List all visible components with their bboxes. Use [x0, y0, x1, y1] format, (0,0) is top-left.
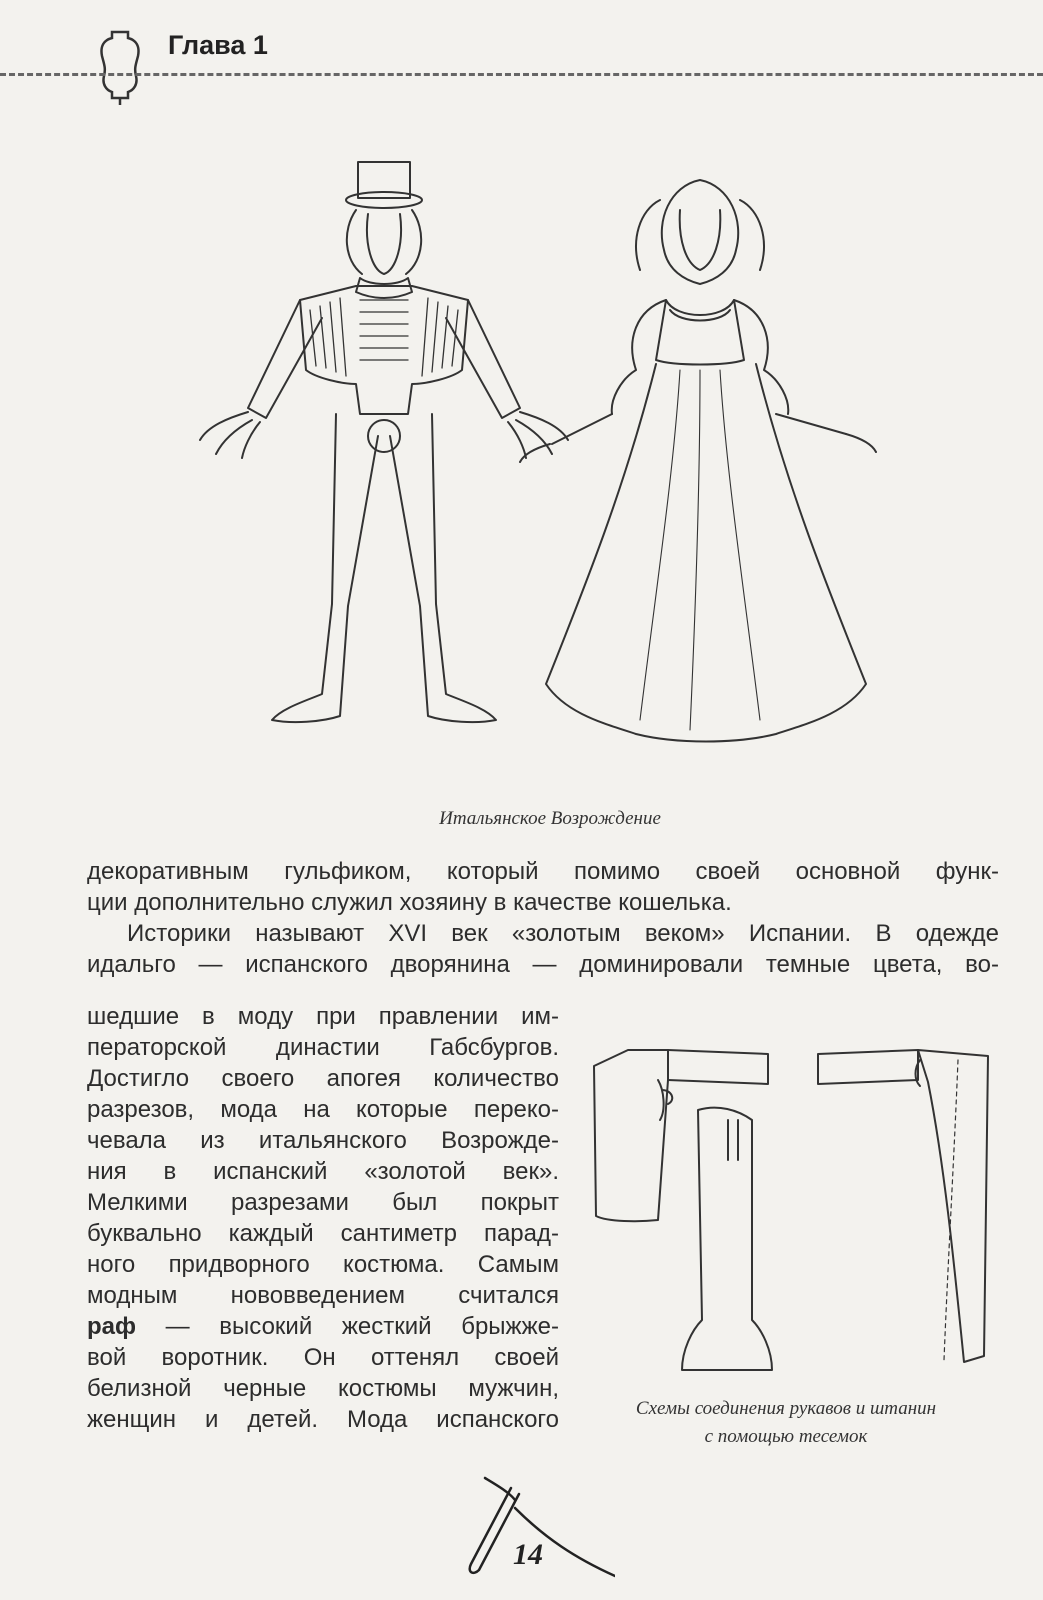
- scheme-caption-line: с помощью тесемок: [704, 1426, 868, 1447]
- text-line: идальго — испанского дворянина — доминировали темные цвета, во-: [87, 951, 999, 978]
- text-line: белизной черные костюмы мужчин,: [87, 1375, 559, 1402]
- chapter-title: Глава 1: [168, 30, 268, 60]
- text-line: чевала из итальянского Возрожде-: [87, 1127, 559, 1154]
- body-paragraph-wide: [87, 856, 999, 980]
- text-line: — высокий жесткий брыжже-: [165, 1313, 559, 1340]
- scheme-caption: [576, 1395, 996, 1451]
- mannequin-icon: [96, 26, 144, 106]
- sleeve-hose-scheme-diagram: [588, 1020, 998, 1380]
- text-line: вой воротник. Он оттенял своей: [87, 1344, 559, 1371]
- bold-term: раф: [87, 1313, 137, 1340]
- text-line: декоративным гульфиком, который помимо своей основной функ-: [87, 858, 999, 885]
- renaissance-costume-illustration: [160, 150, 960, 770]
- page-number: 14: [513, 1538, 543, 1571]
- text-line: Историки называют XVI век «золотым веком» Испании. В одежде: [127, 920, 999, 947]
- header-divider: [0, 73, 1043, 76]
- text-line: буквально каждый сантиметр парад-: [87, 1220, 559, 1247]
- text-line: женщин и детей. Мода испанского: [87, 1406, 559, 1433]
- text-line: модным нововведением считался: [87, 1282, 559, 1309]
- text-line: Мелкими разрезами был покрыт: [87, 1189, 559, 1216]
- text-line: шедшие в моду при правлении им-: [87, 1003, 559, 1030]
- text-line: разрезов, мода на которые переко-: [87, 1096, 559, 1123]
- text-line: ции дополнительно служил хозяину в качестве кошелька.: [87, 889, 732, 916]
- page-header: [0, 0, 1043, 120]
- text-line-with-term: [87, 1311, 559, 1342]
- scheme-caption-line: Схемы соединения рукавов и штанин: [635, 1398, 937, 1419]
- figure-caption: Итальянское Возрождение: [439, 808, 661, 829]
- text-line: ния в испанский «золотой век».: [87, 1158, 559, 1185]
- text-line: Достигло своего апогея количество: [87, 1065, 559, 1092]
- text-line: ного придворного костюма. Самым: [87, 1251, 559, 1278]
- text-line: ператорской династии Габсбургов.: [87, 1034, 559, 1061]
- body-paragraph-narrow: [87, 1001, 559, 1435]
